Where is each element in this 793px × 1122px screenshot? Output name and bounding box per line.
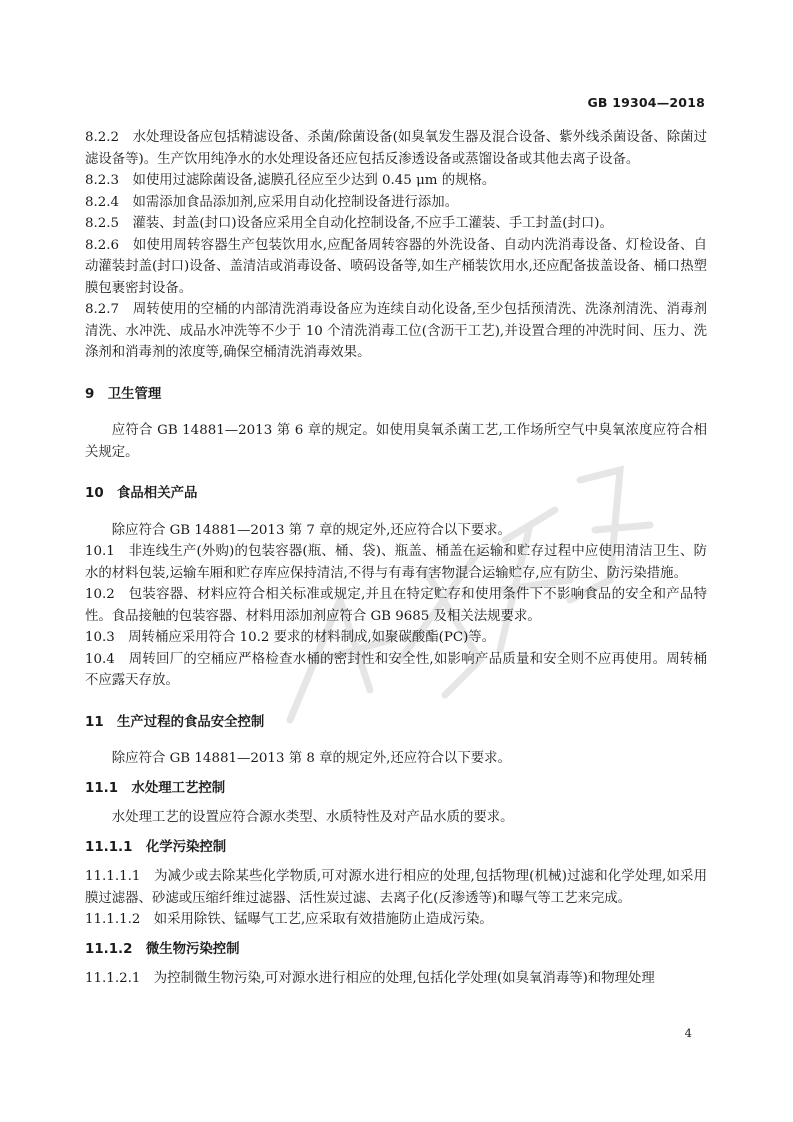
subsection-11-1-2-heading: 11.1.2 微生物污染控制 — [85, 941, 240, 957]
clause-8-2-7: 8.2.7 周转使用的空桶的内部清洗消毒设备应为连续自动化设备,至少包括预清洗、洗涤剂清洗、消毒剂清洗、水冲洗、成品水冲洗等不少于 10 个清洗消毒工位(含沥干工艺),并设置合理的冲洗时间、压力、洗涤剂和消毒剂的浓度等,确保空桶清洗消毒效果。 — [85, 302, 707, 360]
section-11-heading: 11 生产过程的食品安全控制 — [85, 714, 265, 730]
section-10-intro: 除应符合 GB 14881—2013 第 7 章的规定外,还应符合以下要求。 — [111, 522, 511, 538]
subsection-11-1-text: 水处理工艺的设置应符合源水类型、水质特性及对产品水质的要求。 — [111, 810, 514, 825]
clause-10-1: 10.1 非连线生产(外购)的包装容器(瓶、桶、袋)、瓶盖、桶盖在运输和贮存过程中应使用清洁卫生、防水的材料包装,运输车厢和贮存库应保持清洁,不得与有毒有害物混合运输贮存,应有防尘、防污染措施。 — [85, 544, 707, 581]
page-number: 4 — [684, 1026, 692, 1040]
clause-8-2-4: 8.2.4 如需添加食品添加剂,应采用自动化控制设备进行添加。 — [85, 194, 459, 210]
section-11-intro: 除应符合 GB 14881—2013 第 8 章的规定外,还应符合以下要求。 — [111, 751, 511, 766]
clause-8-2-5: 8.2.5 灌装、封盖(封口)设备应采用全自动化控制设备,不应手工灌装、手工封盖(封口)。 — [85, 216, 613, 231]
standard-number: GB 19304—2018 — [587, 95, 705, 110]
clause-8-2-6: 8.2.6 如使用周转容器生产包装饮用水,应配备周转容器的外洗设备、自动内洗消毒设备、灯检设备、自动灌装封盖(封口)设备、盖清洁或消毒设备、喷码设备等,如生产桶装饮用水,还应配备拔盖设备、桶口热塑膜包裹密封设备。 — [85, 237, 707, 296]
subsection-11-1-heading: 11.1 水处理工艺控制 — [85, 780, 226, 796]
subsection-11-1-1-heading: 11.1.1 化学污染控制 — [85, 839, 227, 855]
clause-11-1-2-1: 11.1.2.1 为控制微生物污染,可对源水进行相应的处理,包括化学处理(如臭氧消毒等)和物理处理 — [85, 971, 655, 986]
section-9-heading: 9 卫生管理 — [85, 386, 162, 402]
section-9-text: 应符合 GB 14881—2013 第 6 章的规定。如使用臭氧杀菌工艺,工作场所空气中臭氧浓度应符合相关规定。 — [85, 423, 707, 460]
clause-11-1-1-1: 11.1.1.1 为减少或去除某些化学物质,可对源水进行相应的处理,包括物理(机械)过滤和化学处理,如采用膜过滤器、砂滤或压缩纤维过滤器、活性炭过滤、去离子化(反渗透等)和曝气等工艺来完成。 — [85, 869, 707, 906]
clause-10-4: 10.4 周转回厂的空桶应严格检查水桶的密封性和安全性,如影响产品质量和安全则不应再使用。周转桶不应露天存放。 — [85, 651, 707, 688]
clause-10-3: 10.3 周转桶应采用符合 10.2 要求的材料制成,如聚碳酸酯(PC)等。 — [85, 630, 496, 645]
clause-11-1-1-2: 11.1.1.2 如采用除铁、锰曝气工艺,应采取有效措施防止造成污染。 — [85, 912, 493, 927]
clause-8-2-3: 8.2.3 如使用过滤除菌设备,滤膜孔径应至少达到 0.45 μm 的规格。 — [85, 173, 496, 188]
clause-10-2: 10.2 包装容器、材料应符合相关标准或规定,并且在特定贮存和使用条件下不影响食品的安全和产品特性。食品接触的包装容器、材料用添加剂应符合 GB 9685 及相关法规要求。 — [85, 587, 707, 624]
document-body — [85, 127, 707, 990]
section-10-heading: 10 食品相关产品 — [85, 486, 198, 501]
clause-8-2-2: 8.2.2 水处理设备应包括精滤设备、杀菌/除菌设备(如臭氧发生器及混合设备、紫外线杀菌设备、除菌过滤设备等)。生产饮用纯净水的水处理设备还应包括反渗透设备或蒸馏设备或其他去离子设备。 — [85, 130, 707, 167]
